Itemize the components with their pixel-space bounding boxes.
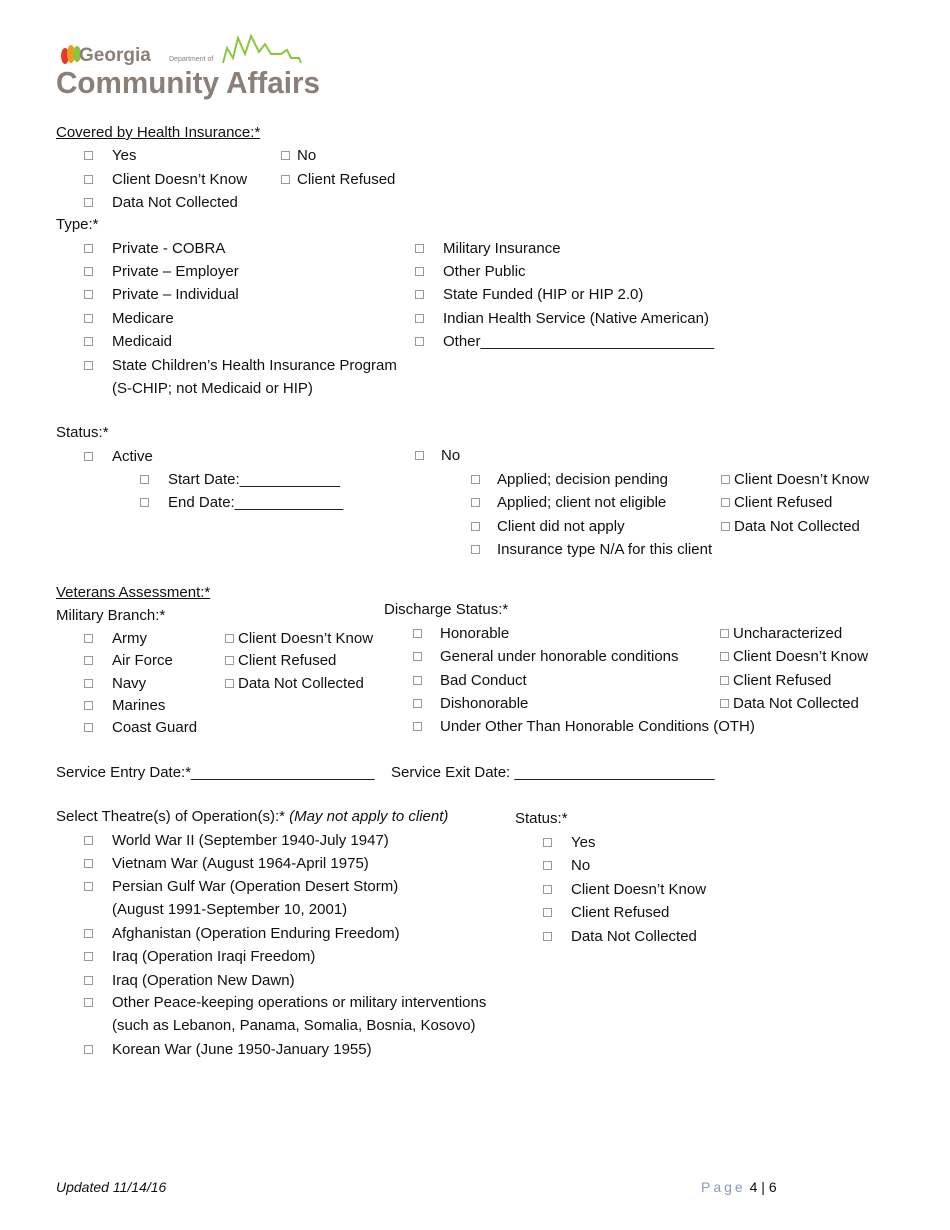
- status-end-date-checkbox[interactable]: [140, 498, 149, 507]
- type-schip-label: State Children’s Health Insurance Program: [112, 357, 397, 374]
- health-dont-know-label: Client Doesn’t Know: [112, 171, 248, 188]
- theatre-afghanistan-label: Afghanistan (Operation Enduring Freedom): [112, 925, 400, 942]
- branch-coast-guard-label: Coast Guard: [112, 719, 198, 736]
- logo-community-text: Community Affairs: [56, 65, 320, 100]
- page-word: Page: [701, 1179, 746, 1195]
- logo-georgia-text: Georgia: [79, 45, 151, 66]
- health-no-label: No: [297, 147, 317, 164]
- status-na-label: Insurance type N/A for this client: [497, 541, 713, 558]
- theatre-gulf-checkbox[interactable]: [84, 882, 93, 891]
- type-medicare-label: Medicare: [112, 310, 174, 327]
- status-not-eligible-checkbox[interactable]: [471, 498, 480, 507]
- theatre-vietnam-label: Vietnam War (August 1964-April 1975): [112, 855, 369, 872]
- status-heading: Status:*: [56, 424, 109, 441]
- status-refused-label: Client Refused: [734, 494, 833, 511]
- type-other-field[interactable]: Other____________________________: [443, 333, 715, 350]
- type-employer-label: Private – Employer: [112, 263, 239, 280]
- type-state-funded-checkbox[interactable]: [415, 290, 424, 299]
- theatre-peacekeeping-checkbox[interactable]: [84, 998, 93, 1007]
- health-not-collected-checkbox[interactable]: [84, 198, 93, 207]
- logo-dept-text: Department of: [169, 56, 214, 63]
- status-na-checkbox[interactable]: [471, 545, 480, 554]
- page-separator: |: [761, 1179, 765, 1195]
- veterans-heading: Veterans Assessment:*: [56, 584, 211, 601]
- discharge-general-label: General under honorable conditions: [440, 648, 679, 665]
- type-medicare-checkbox[interactable]: [84, 314, 93, 323]
- theatre-heading-note: (May not apply to client): [289, 808, 449, 825]
- branch-dont-know-label: Client Doesn’t Know: [238, 630, 374, 647]
- status-not-collected-checkbox[interactable]: [721, 522, 730, 531]
- status-dont-know-label: Client Doesn’t Know: [734, 471, 870, 488]
- vet-status-dont-know-label: Client Doesn’t Know: [571, 881, 707, 898]
- discharge-dishonorable-checkbox[interactable]: [413, 699, 422, 708]
- theatre-ww2-label: World War II (September 1940-July 1947): [112, 832, 389, 849]
- theatre-gulf-label: Persian Gulf War (Operation Desert Storm): [112, 878, 399, 895]
- status-active-label: Active: [112, 448, 153, 465]
- status-active-checkbox[interactable]: [84, 452, 93, 461]
- type-other-public-checkbox[interactable]: [415, 267, 424, 276]
- theatre-iraq-freedom-label: Iraq (Operation Iraqi Freedom): [112, 948, 316, 965]
- branch-marines-label: Marines: [112, 697, 166, 714]
- type-military-checkbox[interactable]: [415, 244, 424, 253]
- theatre-ww2-checkbox[interactable]: [84, 836, 93, 845]
- type-other-public-label: Other Public: [443, 263, 526, 280]
- type-heading: Type:*: [56, 216, 99, 233]
- branch-marines-checkbox[interactable]: [84, 701, 93, 710]
- theatre-iraq-freedom-checkbox[interactable]: [84, 952, 93, 961]
- health-dont-know-checkbox[interactable]: [84, 175, 93, 184]
- status-refused-checkbox[interactable]: [721, 498, 730, 507]
- type-cobra-checkbox[interactable]: [84, 244, 93, 253]
- type-schip-label-line2: (S-CHIP; not Medicaid or HIP): [112, 380, 313, 397]
- discharge-uncharacterized-checkbox[interactable]: [720, 629, 729, 638]
- status-did-not-apply-checkbox[interactable]: [471, 522, 480, 531]
- discharge-refused-checkbox[interactable]: [720, 676, 729, 685]
- vet-status-yes-checkbox[interactable]: [543, 838, 552, 847]
- discharge-honorable-label: Honorable: [440, 625, 510, 642]
- vet-status-not-collected-checkbox[interactable]: [543, 932, 552, 941]
- page-number: [701, 1178, 777, 1196]
- service-entry-date-field[interactable]: Service Entry Date:*______________________: [56, 764, 375, 781]
- branch-not-collected-label: Data Not Collected: [238, 675, 364, 692]
- branch-refused-checkbox[interactable]: [225, 656, 234, 665]
- branch-army-checkbox[interactable]: [84, 634, 93, 643]
- discharge-heading: Discharge Status:*: [384, 601, 509, 618]
- health-yes-label: Yes: [112, 147, 137, 164]
- page-current: 4: [749, 1179, 758, 1195]
- discharge-oth-checkbox[interactable]: [413, 722, 422, 731]
- status-no-label: No: [441, 447, 461, 464]
- status-did-not-apply-label: Client did not apply: [497, 518, 625, 535]
- branch-coast-guard-checkbox[interactable]: [84, 723, 93, 732]
- type-indian-health-checkbox[interactable]: [415, 314, 424, 323]
- type-schip-checkbox[interactable]: [84, 361, 93, 370]
- status-no-checkbox[interactable]: [415, 451, 424, 460]
- health-refused-checkbox[interactable]: [281, 175, 290, 184]
- theatre-heading: [56, 808, 448, 826]
- branch-air-force-checkbox[interactable]: [84, 656, 93, 665]
- vet-status-yes-label: Yes: [571, 834, 596, 851]
- service-exit-date-field[interactable]: Service Exit Date: ________________________: [391, 764, 715, 781]
- vet-status-refused-label: Client Refused: [571, 904, 670, 921]
- status-start-date-field[interactable]: Start Date:____________: [168, 471, 340, 488]
- type-military-label: Military Insurance: [443, 240, 561, 257]
- discharge-dishonorable-label: Dishonorable: [440, 695, 529, 712]
- theatre-iraq-dawn-label: Iraq (Operation New Dawn): [112, 972, 295, 989]
- theatre-peacekeeping-label-line2: (such as Lebanon, Panama, Somalia, Bosnia, Kosovo): [112, 1017, 476, 1034]
- dca-logo: [55, 30, 325, 104]
- vet-status-refused-checkbox[interactable]: [543, 908, 552, 917]
- health-yes-checkbox[interactable]: [84, 151, 93, 160]
- vet-status-not-collected-label: Data Not Collected: [571, 928, 697, 945]
- discharge-dont-know-checkbox[interactable]: [720, 652, 729, 661]
- page-total: 6: [768, 1179, 777, 1195]
- branch-navy-checkbox[interactable]: [84, 679, 93, 688]
- discharge-dont-know-label: Client Doesn’t Know: [733, 648, 869, 665]
- branch-dont-know-checkbox[interactable]: [225, 634, 234, 643]
- type-medicaid-checkbox[interactable]: [84, 337, 93, 346]
- vet-status-dont-know-checkbox[interactable]: [543, 885, 552, 894]
- status-not-collected-label: Data Not Collected: [734, 518, 860, 535]
- discharge-bad-conduct-checkbox[interactable]: [413, 676, 422, 685]
- theatre-gulf-label-line2: (August 1991-September 10, 2001): [112, 901, 348, 918]
- discharge-oth-label: Under Other Than Honorable Conditions (OTH): [440, 718, 755, 735]
- type-individual-label: Private – Individual: [112, 286, 239, 303]
- footer-updated-date: Updated 11/14/16: [56, 1179, 167, 1195]
- discharge-uncharacterized-label: Uncharacterized: [733, 625, 843, 642]
- discharge-not-collected-label: Data Not Collected: [733, 695, 859, 712]
- theatre-iraq-dawn-checkbox[interactable]: [84, 976, 93, 985]
- branch-air-force-label: Air Force: [112, 652, 173, 669]
- health-insurance-heading: Covered by Health Insurance:*: [56, 124, 261, 141]
- discharge-general-checkbox[interactable]: [413, 652, 422, 661]
- branch-army-label: Army: [112, 630, 147, 647]
- type-state-funded-label: State Funded (HIP or HIP 2.0): [443, 286, 644, 303]
- status-pending-label: Applied; decision pending: [497, 471, 668, 488]
- veteran-status-heading: Status:*: [515, 810, 568, 827]
- vet-status-no-label: No: [571, 857, 591, 874]
- health-no-checkbox[interactable]: [281, 151, 290, 160]
- branch-navy-label: Navy: [112, 675, 147, 692]
- type-individual-checkbox[interactable]: [84, 290, 93, 299]
- status-not-eligible-label: Applied; client not eligible: [497, 494, 667, 511]
- status-end-date-field[interactable]: End Date:_____________: [168, 494, 344, 511]
- theatre-peacekeeping-label: Other Peace-keeping operations or military interventions: [112, 994, 487, 1011]
- branch-refused-label: Client Refused: [238, 652, 337, 669]
- theatre-afghanistan-checkbox[interactable]: [84, 929, 93, 938]
- status-pending-checkbox[interactable]: [471, 475, 480, 484]
- status-dont-know-checkbox[interactable]: [721, 475, 730, 484]
- theatre-heading-label: Select Theatre(s) of Operation(s):*: [56, 808, 285, 825]
- type-employer-checkbox[interactable]: [84, 267, 93, 276]
- branch-not-collected-checkbox[interactable]: [225, 679, 234, 688]
- health-refused-label: Client Refused: [297, 171, 396, 188]
- status-start-date-checkbox[interactable]: [140, 475, 149, 484]
- discharge-not-collected-checkbox[interactable]: [720, 699, 729, 708]
- type-cobra-label: Private - COBRA: [112, 240, 226, 257]
- theatre-vietnam-checkbox[interactable]: [84, 859, 93, 868]
- military-branch-heading: Military Branch:*: [56, 607, 166, 624]
- discharge-honorable-checkbox[interactable]: [413, 629, 422, 638]
- theatre-korea-label: Korean War (June 1950-January 1955): [112, 1041, 372, 1058]
- type-medicaid-label: Medicaid: [112, 333, 173, 350]
- type-indian-health-label: Indian Health Service (Native American): [443, 310, 709, 327]
- discharge-bad-conduct-label: Bad Conduct: [440, 672, 527, 689]
- health-not-collected-label: Data Not Collected: [112, 194, 238, 211]
- discharge-refused-label: Client Refused: [733, 672, 832, 689]
- theatre-korea-checkbox[interactable]: [84, 1045, 93, 1054]
- vet-status-no-checkbox[interactable]: [543, 861, 552, 870]
- type-other-checkbox[interactable]: [415, 337, 424, 346]
